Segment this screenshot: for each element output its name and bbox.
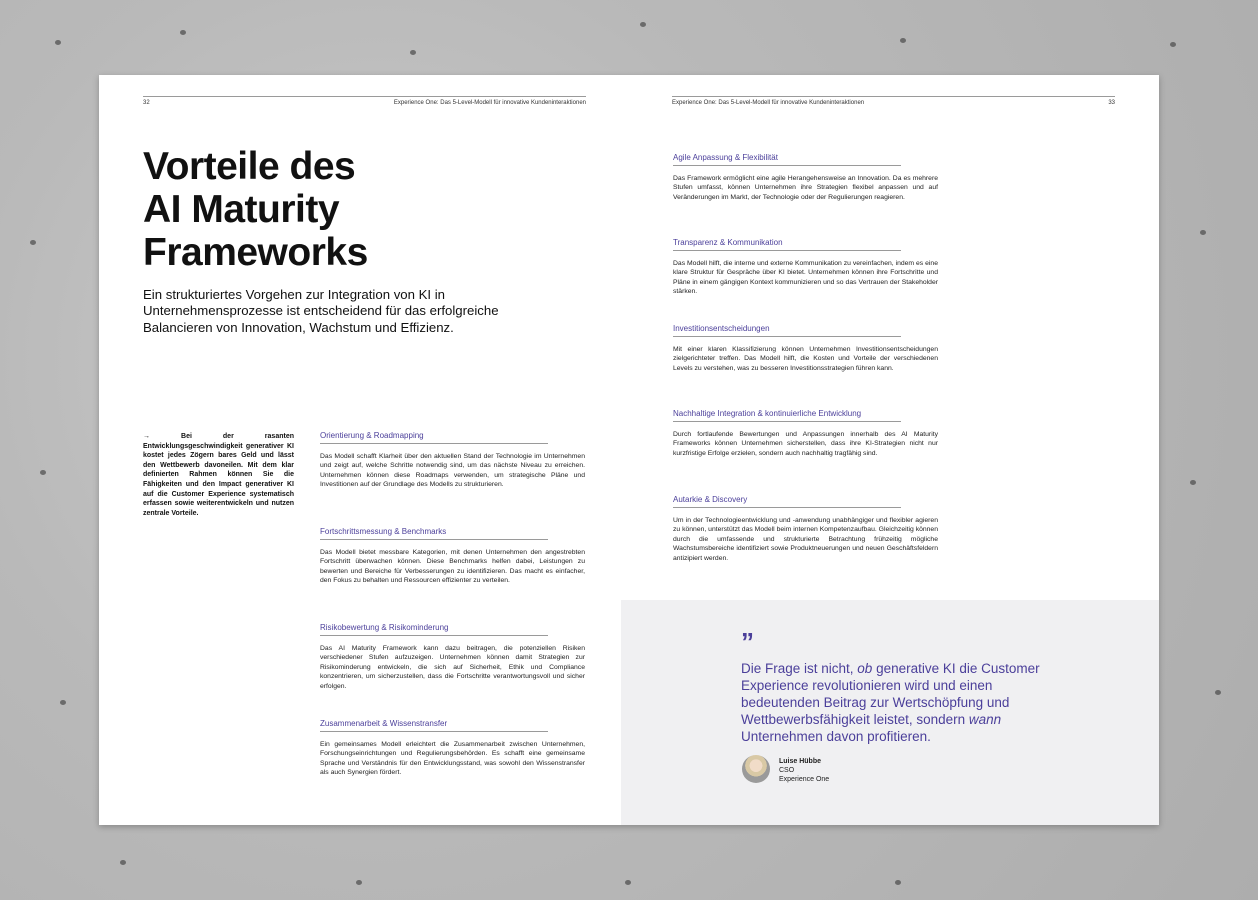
intro-paragraph: → Bei der rasanten Entwicklungsgeschwindigkeit generativer KI kostet jedes Zögern bares Geld und lässt den Wettbewerb davoneilen. Mit dem klar definierten Rahmen können Sie die Fähigkeiten und den Impact generativer KI auf die Customer Experience systematisch erfassen sowie weiterentwickeln und nutzen zentrale Vorteile. [143, 433, 294, 517]
title-line: Vorteile des [143, 145, 356, 188]
section-transparenz [673, 237, 938, 297]
quote-segment: Die Frage ist nicht, [741, 661, 858, 676]
section-nachhaltige-integration [673, 408, 938, 458]
quote-segment: Unternehmen davon profitieren. [741, 729, 931, 744]
section-heading: Risikobewertung & Risikominderung [320, 622, 548, 636]
section-autarkie [673, 494, 938, 563]
quote-author [779, 757, 829, 784]
section-heading: Autarkie & Discovery [673, 494, 901, 508]
section-heading: Agile Anpassung & Flexibilität [673, 152, 901, 166]
section-risikobewertung [320, 622, 585, 691]
section-body: Das Modell hilft, die interne und externe Kommunikation zu vereinfachen, indem es eine klare Struktur für Gespräche über KI bietet. Unternehmen können ihre Fortschritte und Pläne in einem gängigen Kontext kommunizieren und so das Vertrauen der Stakeholder stärken. [673, 260, 938, 296]
concrete-speck [640, 22, 646, 27]
section-heading: Transparenz & Kommunikation [673, 237, 901, 251]
magazine-spread [99, 75, 1159, 825]
section-investitionsentscheidungen [673, 323, 938, 373]
quote-emphasis: ob [857, 661, 873, 676]
concrete-speck [120, 860, 126, 865]
page-number: 33 [1108, 100, 1115, 106]
section-heading: Investitionsentscheidungen [673, 323, 901, 337]
section-heading: Fortschrittsmessung & Benchmarks [320, 526, 548, 540]
title-line: AI Maturity [143, 188, 340, 231]
quote-mark-icon: ” [741, 627, 754, 657]
page-title [143, 145, 523, 274]
concrete-speck [1170, 42, 1176, 47]
section-orientierung [320, 430, 585, 490]
section-agile-anpassung [673, 152, 938, 202]
section-body: Das AI Maturity Framework kann dazu beitragen, die potenziellen Risiken verschiedener Stufen aufzuzeigen. Unternehmen können damit Strategien zur Risikominderung entwickeln, die sich auf Sicherheit, Ethik und Compliance konzentrieren, um sicherzustellen, dass die Fortschritte verantwortungsvoll und sicher erfolgen. [320, 645, 585, 690]
author-name: Luise Hübbe [779, 758, 822, 765]
section-body: Um in der Technologieentwicklung und -anwendung unabhängiger und flexibler agieren zu können, unterstützt das Modell beim internen Kompetenzaufbau. Gleichzeitig können durch die umfassende und strukturierte Betrachtung frühzeitig mögliche Wachstumsbereiche identifiziert sowie Produktneuerungen und neuen Geschäftsfeldern antizipiert werden. [673, 517, 938, 562]
running-head-title: Experience One: Das 5-Level-Modell für innovative Kundeninteraktionen [393, 100, 586, 106]
concrete-speck [40, 470, 46, 475]
concrete-speck [55, 40, 61, 45]
page-number: 32 [143, 100, 150, 106]
lead-paragraph: Ein strukturiertes Vorgehen zur Integration von KI in Unternehmensprozesse ist entscheidend für das erfolgreiche Balancieren von Innovation, Wachstum und Effizienz. [143, 287, 499, 335]
concrete-speck [30, 240, 36, 245]
section-body: Das Framework ermöglicht eine agile Herangehensweise an Innovation. Da es mehrere Stufen umfasst, können Unternehmen ihre Strategien flexibel anpassen und auf Veränderungen im Markt, der Technologie oder der Regulierungen reagieren. [673, 175, 938, 201]
concrete-speck [1190, 480, 1196, 485]
author-avatar [742, 755, 770, 783]
section-zusammenarbeit [320, 718, 585, 778]
concrete-speck [625, 880, 631, 885]
running-head [672, 96, 1115, 106]
section-body: Ein gemeinsames Modell erleichtert die Zusammenarbeit zwischen Unternehmen, Forschungseinrichtungen und Regulierungsbehörden. Es schafft eine gemeinsame Sprache und Verständnis für den Entwicklungsstand, was sowohl den Wissenstransfer als auch Synergien fördert. [320, 741, 585, 777]
author-company: Experience One [779, 776, 830, 783]
concrete-speck [900, 38, 906, 43]
pull-quote-box [621, 600, 1159, 825]
quote-emphasis: wann [968, 712, 1002, 727]
concrete-speck [180, 30, 186, 35]
concrete-speck [895, 880, 901, 885]
running-head [143, 96, 586, 106]
left-page [99, 75, 629, 825]
pull-quote-text [741, 660, 1061, 745]
section-body: Das Modell bietet messbare Kategorien, mit denen Unternehmen den angestrebten Fortschritt überwachen können. Diese Benchmarks helfen dabei, Leistungen zu bewerten und Bereiche für Verbesserungen zu identifizieren. Das macht es einfacher, den Fokus zu behalten und Ressourcen effizienter zu verteilen. [320, 549, 585, 585]
section-body: Mit einer klaren Klassifizierung können Unternehmen Investitionsentscheidungen zielgerichteter treffen. Das Modell hilft, die Kosten und Vorteile der verschiedenen Levels zu verstehen, was zu besseren Investitionsstrategien führen kann. [673, 346, 938, 372]
concrete-speck [1200, 230, 1206, 235]
concrete-speck [60, 700, 66, 705]
section-body: Das Modell schafft Klarheit über den aktuellen Stand der Technologie im Unternehmen und zeigt auf, welche Schritte notwendig sind, um das nächste Niveau zu erreichen. Unternehmen können diese Roadmaps verwenden, um strategische Pläne und Investitionen auf der Grundlage des Modells zu strukturieren. [320, 453, 585, 489]
section-heading: Zusammenarbeit & Wissenstransfer [320, 718, 548, 732]
concrete-speck [356, 880, 362, 885]
author-role: CSO [779, 767, 795, 774]
section-heading: Orientierung & Roadmapping [320, 430, 548, 444]
section-heading: Nachhaltige Integration & kontinuierliche Entwicklung [673, 408, 901, 422]
section-body: Durch fortlaufende Bewertungen und Anpassungen innerhalb des AI Maturity Frameworks können Unternehmen sicherstellen, dass ihre KI-Strategien nicht nur kurzfristige Erfolge erzielen, sondern auch nachhaltig tragfähig sind. [673, 431, 938, 457]
title-line: Frameworks [143, 231, 368, 274]
concrete-speck [1215, 690, 1221, 695]
section-fortschrittsmessung [320, 526, 585, 586]
concrete-speck [410, 50, 416, 55]
running-head-title: Experience One: Das 5-Level-Modell für innovative Kundeninteraktionen [672, 100, 865, 106]
quote-segment: generative KI die Customer Experience revolutionieren wird und einen bedeutenden Beitrag zur Wertschöpfung und Wettbewerbsfähigkeit leistet, sondern [741, 661, 1040, 727]
